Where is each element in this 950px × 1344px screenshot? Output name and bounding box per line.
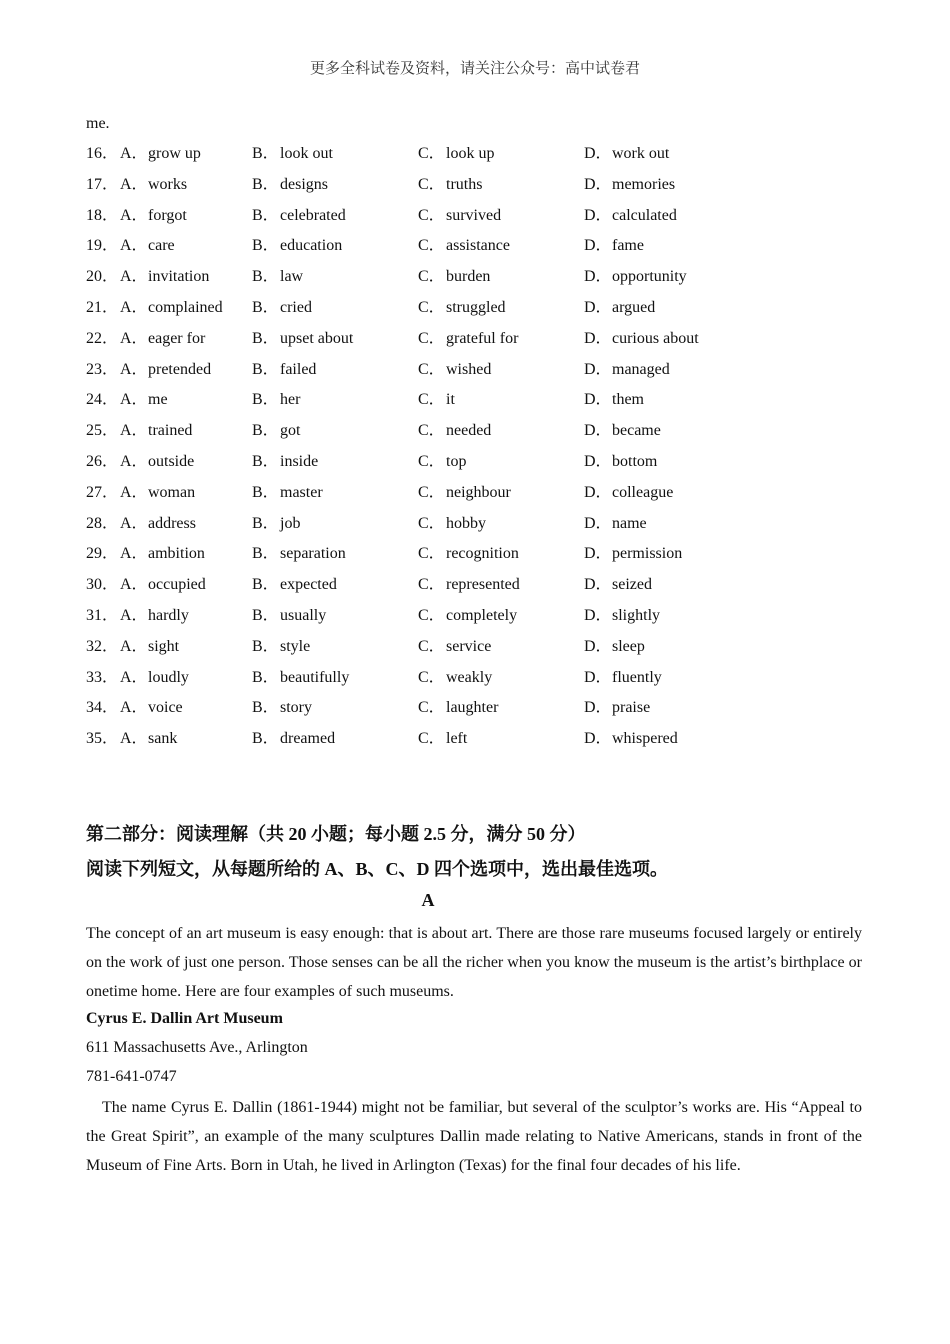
option-text: truths — [446, 175, 483, 193]
option-label: A． — [120, 329, 148, 347]
option-text: pretended — [148, 360, 212, 378]
option-d — [584, 574, 652, 596]
option-label: A． — [120, 175, 148, 193]
option-text: look up — [446, 145, 495, 162]
option-label: D． — [584, 699, 612, 717]
option-label: C． — [418, 175, 445, 193]
option-text: became — [612, 422, 661, 440]
option-d — [584, 266, 687, 288]
option-text: inside — [280, 452, 319, 470]
option-label: D． — [584, 206, 612, 224]
option-d — [584, 420, 661, 442]
option-b — [252, 605, 326, 627]
option-label: C． — [418, 514, 445, 532]
option-text: care — [148, 237, 175, 255]
option-b — [252, 451, 318, 473]
option-label: B． — [252, 730, 279, 748]
option-label: C． — [418, 298, 445, 316]
option-b — [252, 513, 300, 535]
option-d — [584, 174, 675, 196]
option-label: D． — [584, 360, 612, 378]
option-b — [252, 174, 328, 196]
option-text: eager for — [148, 329, 206, 347]
option-text: woman — [148, 483, 196, 501]
question-number: 17． — [86, 175, 119, 193]
option-b — [252, 543, 346, 565]
option-text: complained — [148, 298, 223, 316]
page-header: 更多全科试卷及资料，请关注公众号：高中试卷君 — [309, 61, 640, 77]
option-text: education — [280, 237, 343, 255]
option-text: laughter — [446, 699, 499, 717]
option-text: grateful for — [446, 329, 519, 347]
option-label: D． — [584, 545, 612, 563]
option-text: works — [148, 175, 188, 193]
option-a — [120, 636, 179, 658]
question-number: 33． — [86, 668, 119, 686]
option-label: C． — [418, 145, 445, 162]
question-number: 18． — [86, 206, 119, 224]
option-text: name — [612, 514, 647, 532]
option-text: completely — [446, 606, 518, 624]
option-text: upset about — [280, 329, 354, 347]
option-text: represented — [446, 576, 520, 594]
option-d — [584, 543, 682, 565]
option-label: C． — [418, 699, 445, 717]
option-c — [418, 697, 498, 719]
option-text: managed — [612, 360, 670, 378]
option-label: D． — [584, 145, 612, 162]
option-text: separation — [280, 545, 346, 563]
museum-address: 611 Massachusetts Ave., Arlington — [86, 1039, 308, 1056]
option-b — [252, 235, 342, 257]
option-b — [252, 389, 300, 411]
option-text: sight — [148, 637, 180, 655]
option-text: them — [612, 391, 644, 409]
option-a — [120, 513, 196, 535]
intro-fragment: me. — [86, 115, 110, 132]
option-label: C． — [418, 576, 445, 594]
question-number: 24． — [86, 391, 119, 409]
option-label: B． — [252, 514, 279, 532]
option-c — [418, 728, 467, 750]
option-a — [120, 328, 205, 350]
option-a — [120, 697, 183, 719]
option-label: A． — [120, 268, 148, 286]
option-label: A． — [120, 298, 148, 316]
option-label: B． — [252, 329, 279, 347]
option-text: bottom — [612, 452, 658, 470]
option-text: seized — [612, 576, 652, 594]
option-text: style — [280, 637, 311, 655]
option-d — [584, 728, 678, 750]
option-text: argued — [612, 298, 656, 316]
option-a — [120, 451, 194, 473]
option-text: praise — [612, 699, 651, 717]
option-c — [418, 667, 492, 689]
option-label: D． — [584, 514, 612, 532]
option-text: survived — [446, 206, 502, 224]
question-number: 25． — [86, 422, 119, 440]
option-label: A． — [120, 668, 148, 686]
option-c — [418, 266, 490, 288]
part2-title: 第二部分：阅读理解（共 20 小题；每小题 2.5 分，满分 50 分） — [86, 824, 586, 844]
option-text: celebrated — [280, 206, 346, 224]
option-label: D． — [584, 668, 612, 686]
option-text: master — [280, 483, 323, 501]
option-label: B． — [252, 145, 279, 162]
option-d — [584, 667, 662, 689]
option-label: A． — [120, 422, 148, 440]
question-number: 20． — [86, 268, 119, 286]
option-label: A． — [120, 206, 148, 224]
museum-phone: 781-641-0747 — [86, 1068, 177, 1085]
option-text: weakly — [446, 668, 493, 686]
option-a — [120, 605, 189, 627]
option-label: B． — [252, 237, 279, 255]
option-label: D． — [584, 298, 612, 316]
option-text: usually — [280, 606, 327, 624]
option-label: C． — [418, 606, 445, 624]
option-label: B． — [252, 483, 279, 501]
option-label: A． — [120, 483, 148, 501]
passage-paragraph-2: The name Cyrus E. Dallin (1861-1944) might not be familiar, but several of the sculptor’s works are. His “Appeal to the Great Spirit”, an example of the many sculptures Dallin made relating to Native Americans, stands in front of the Museum of Fine Arts. Born in Utah, he lived in Arlington (Texas) for the final four decades of his life. — [86, 1099, 862, 1174]
option-label: A． — [120, 237, 148, 255]
option-d — [584, 328, 699, 350]
option-label: B． — [252, 360, 279, 378]
option-text: loudly — [148, 668, 189, 686]
option-label: C． — [418, 668, 445, 686]
option-label: B． — [252, 637, 279, 655]
question-number: 29． — [86, 545, 119, 563]
option-label: D． — [584, 422, 612, 440]
option-label: D． — [584, 175, 612, 193]
question-number: 34． — [86, 699, 119, 717]
question-number: 23． — [86, 360, 119, 378]
option-label: C． — [418, 206, 445, 224]
option-d — [584, 513, 647, 535]
option-label: B． — [252, 298, 279, 316]
option-text: trained — [148, 422, 193, 440]
option-label: B． — [252, 175, 279, 193]
option-label: D． — [584, 329, 612, 347]
option-c — [418, 605, 517, 627]
option-c — [418, 328, 518, 350]
option-label: D． — [584, 730, 612, 748]
option-label: C． — [418, 452, 445, 470]
option-text: whispered — [612, 730, 678, 748]
option-label: A． — [120, 545, 148, 563]
passage-paragraph-1: The concept of an art museum is easy enough: that is about art. There are those rare museums focused largely or entirely on the work of just one person. Those senses can be all the richer when you know the museum is the artist’s birthplace or onetime home. Here are four examples of such museums. — [86, 925, 862, 1000]
option-a — [120, 482, 195, 504]
section-label: A — [421, 890, 435, 910]
option-c — [418, 574, 520, 596]
option-text: sleep — [612, 637, 645, 655]
option-d — [584, 636, 645, 658]
option-text: curious about — [612, 329, 699, 347]
option-label: D． — [584, 606, 612, 624]
option-c — [418, 359, 491, 381]
option-text: expected — [280, 576, 337, 594]
option-c — [418, 451, 466, 473]
option-d — [584, 297, 655, 319]
question-number: 22． — [86, 329, 119, 347]
option-text: grow up — [148, 145, 201, 162]
option-label: C． — [418, 483, 445, 501]
option-text: calculated — [612, 206, 677, 224]
question-number: 30． — [86, 576, 119, 594]
option-b — [252, 636, 310, 658]
question-number: 31． — [86, 606, 119, 624]
option-a — [120, 728, 177, 750]
option-b — [252, 328, 353, 350]
option-label: A． — [120, 514, 148, 532]
option-text: ambition — [148, 545, 205, 563]
option-text: dreamed — [280, 730, 336, 748]
option-text: fluently — [612, 668, 662, 686]
option-a — [120, 143, 201, 165]
option-d — [584, 482, 673, 504]
option-text: address — [148, 514, 196, 532]
option-label: B． — [252, 699, 279, 717]
option-text: me — [148, 391, 168, 409]
option-label: B． — [252, 206, 279, 224]
option-c — [418, 420, 491, 442]
option-b — [252, 266, 303, 288]
option-b — [252, 482, 323, 504]
option-c — [418, 389, 455, 411]
option-label: B． — [252, 268, 279, 286]
option-d — [584, 451, 657, 473]
option-d — [584, 697, 650, 719]
option-label: D． — [584, 237, 612, 255]
option-text: it — [446, 391, 455, 409]
option-label: C． — [418, 422, 445, 440]
option-label: D． — [584, 483, 612, 501]
option-text: top — [446, 452, 467, 470]
option-text: forgot — [148, 206, 187, 224]
option-c — [418, 174, 482, 196]
option-label: A． — [120, 699, 148, 717]
question-number: 26． — [86, 452, 119, 470]
option-label: B． — [252, 452, 279, 470]
option-a — [120, 359, 211, 381]
option-label: D． — [584, 452, 612, 470]
option-d — [584, 359, 670, 381]
option-text: needed — [446, 422, 492, 440]
option-text: occupied — [148, 576, 206, 594]
option-label: D． — [584, 576, 612, 594]
option-a — [120, 297, 223, 319]
option-b — [252, 728, 335, 750]
option-b — [252, 143, 333, 165]
option-label: C． — [418, 730, 445, 748]
option-b — [252, 667, 349, 689]
option-label: B． — [252, 391, 279, 409]
option-label: B． — [252, 422, 279, 440]
option-label: B． — [252, 668, 279, 686]
option-label: A． — [120, 391, 148, 409]
option-a — [120, 266, 209, 288]
option-a — [120, 574, 206, 596]
option-label: A． — [120, 452, 148, 470]
option-text: hobby — [446, 514, 486, 532]
option-text: opportunity — [612, 268, 687, 286]
option-text: fame — [612, 237, 644, 255]
option-a — [120, 174, 187, 196]
option-b — [252, 697, 312, 719]
option-label: D． — [584, 391, 612, 409]
option-label: A． — [120, 145, 148, 162]
question-number: 27． — [86, 483, 119, 501]
option-a — [120, 235, 175, 257]
option-d — [584, 205, 677, 227]
option-text: neighbour — [446, 483, 511, 501]
option-b — [252, 574, 337, 596]
option-b — [252, 205, 346, 227]
option-label: C． — [418, 545, 445, 563]
option-label: C． — [418, 391, 445, 409]
option-d — [584, 605, 660, 627]
option-text: her — [280, 391, 301, 409]
option-text: colleague — [612, 483, 674, 501]
part2-instruction: 阅读下列短文，从每题所给的 A、B、C、D 四个选项中，选出最佳选项。 — [86, 859, 668, 879]
option-text: outside — [148, 452, 195, 470]
option-d — [584, 235, 644, 257]
option-text: permission — [612, 545, 683, 563]
option-text: look out — [280, 145, 333, 162]
option-label: D． — [584, 637, 612, 655]
option-c — [418, 636, 491, 658]
option-label: C． — [418, 268, 445, 286]
option-text: job — [280, 514, 301, 532]
option-label: C． — [418, 329, 445, 347]
option-b — [252, 359, 316, 381]
option-text: service — [446, 637, 492, 655]
question-number: 32． — [86, 637, 119, 655]
option-c — [418, 543, 519, 565]
option-text: struggled — [446, 298, 506, 316]
option-text: burden — [446, 268, 491, 286]
option-label: A． — [120, 637, 148, 655]
option-text: recognition — [446, 545, 519, 563]
option-c — [418, 235, 510, 257]
question-number: 35． — [86, 730, 119, 748]
question-number: 16． — [86, 145, 119, 162]
option-label: B． — [252, 576, 279, 594]
option-b — [252, 297, 312, 319]
option-a — [120, 667, 189, 689]
museum-name: Cyrus E. Dallin Art Museum — [86, 1010, 283, 1027]
option-text: law — [280, 268, 304, 286]
option-text: failed — [280, 360, 317, 378]
option-label: A． — [120, 606, 148, 624]
option-text: work out — [612, 145, 670, 162]
option-text: designs — [280, 175, 328, 193]
option-a — [120, 420, 192, 442]
option-text: slightly — [612, 606, 661, 624]
option-text: voice — [148, 699, 183, 717]
option-label: A． — [120, 730, 148, 748]
option-text: wished — [446, 360, 492, 378]
question-number: 21． — [86, 298, 119, 316]
option-text: story — [280, 699, 312, 717]
option-c — [418, 297, 506, 319]
option-label: C． — [418, 237, 445, 255]
option-text: left — [446, 730, 468, 748]
option-c — [418, 513, 486, 535]
option-label: B． — [252, 606, 279, 624]
option-label: C． — [418, 360, 445, 378]
option-text: invitation — [148, 268, 210, 286]
question-number: 19． — [86, 237, 119, 255]
option-a — [120, 205, 187, 227]
option-c — [418, 482, 511, 504]
option-a — [120, 543, 205, 565]
option-text: assistance — [446, 237, 510, 255]
option-d — [584, 389, 644, 411]
option-a — [120, 389, 168, 411]
option-label: A． — [120, 576, 148, 594]
option-label: D． — [584, 268, 612, 286]
option-label: A． — [120, 360, 148, 378]
question-number: 28． — [86, 514, 119, 532]
option-text: hardly — [148, 606, 189, 624]
option-text: beautifully — [280, 668, 350, 686]
option-label: B． — [252, 545, 279, 563]
option-c — [418, 205, 501, 227]
option-text: sank — [148, 730, 178, 748]
option-b — [252, 420, 300, 442]
option-label: C． — [418, 637, 445, 655]
option-text: cried — [280, 298, 312, 316]
option-text: got — [280, 422, 301, 440]
option-text: memories — [612, 175, 676, 193]
option-d — [584, 143, 669, 165]
option-c — [418, 143, 494, 165]
